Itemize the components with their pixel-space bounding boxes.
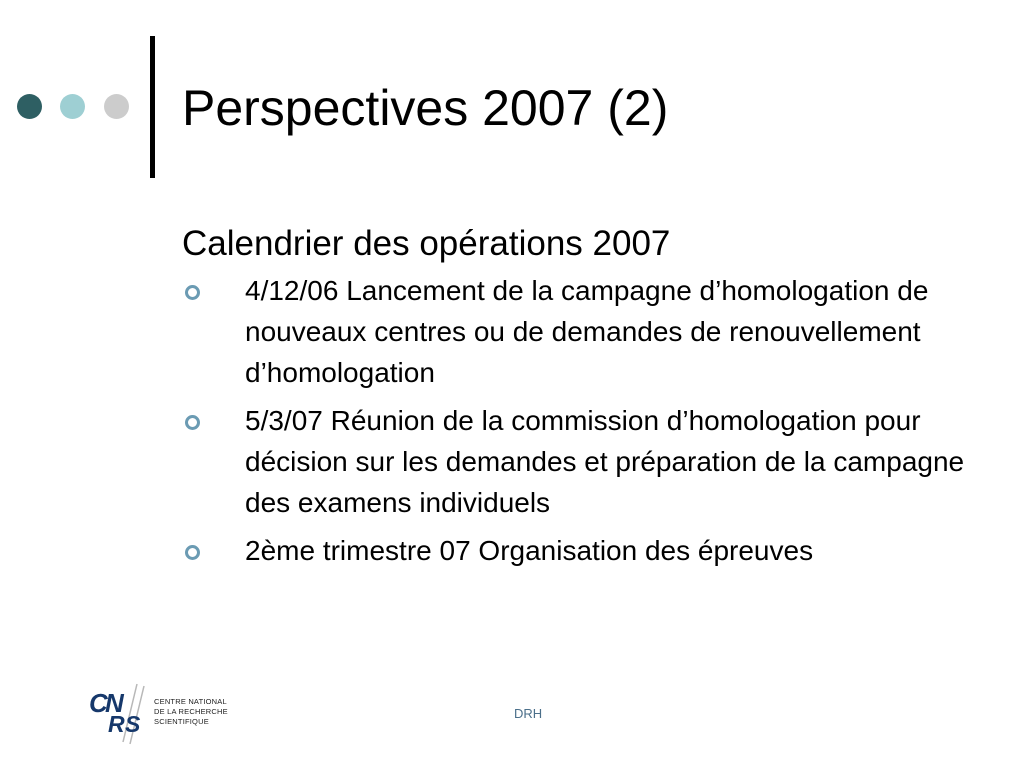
slide-subtitle: Calendrier des opérations 2007 <box>182 224 671 263</box>
cnrs-logo-mark-icon <box>88 680 154 746</box>
title-divider <box>150 36 155 178</box>
bullet-list <box>182 270 982 571</box>
bullet-item <box>182 270 982 393</box>
bullet-circle-icon <box>185 285 200 300</box>
cnrs-logo <box>88 680 248 746</box>
bullet-text: 2ème trimestre 07 Organisation des épreuves <box>245 535 814 566</box>
svg-text:C: C <box>89 688 108 718</box>
dot-light <box>104 94 129 119</box>
bullet-item <box>182 530 982 571</box>
decorative-dots <box>17 94 137 120</box>
cnrs-logo-text: CENTRE NATIONAL DE LA RECHERCHE SCIENTIFIQUE <box>154 697 228 726</box>
svg-text:R: R <box>108 711 125 737</box>
slide-content <box>182 220 982 578</box>
dot-dark <box>17 94 42 119</box>
slide-title: Perspectives 2007 (2) <box>182 80 669 136</box>
bullet-item <box>182 400 982 523</box>
bullet-text: 5/3/07 Réunion de la commission d’homologation pour décision sur les demandes et préparation de la campagne des examens individuels <box>245 405 965 518</box>
dot-mid <box>60 94 85 119</box>
svg-text:S: S <box>125 711 141 737</box>
svg-text:N: N <box>105 688 124 718</box>
bullet-text: 4/12/06 Lancement de la campagne d’homologation de nouveaux centres ou de demandes de renouvellement d’homologation <box>245 275 929 388</box>
bullet-circle-icon <box>185 545 200 560</box>
footer-label: DRH <box>514 706 543 721</box>
bullet-circle-icon <box>185 415 200 430</box>
